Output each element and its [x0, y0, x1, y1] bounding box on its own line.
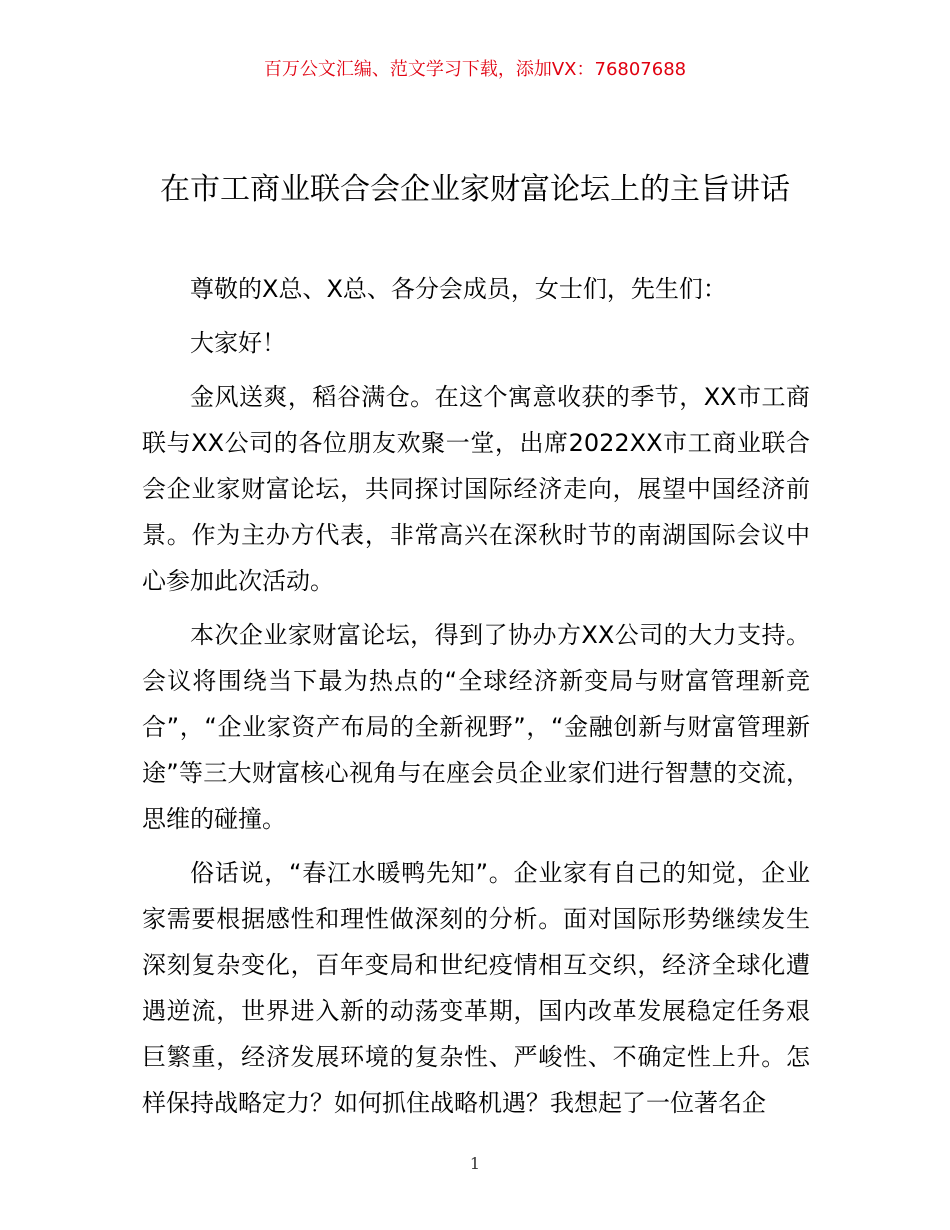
greeting-paragraph: 大家好！: [190, 329, 286, 357]
watermark-banner: 百万公文汇编、范文学习下载，添加VX：76807688: [263, 59, 687, 80]
document-title: 在市工商业联合会企业家财富论坛上的主旨讲话: [160, 172, 790, 207]
page-number: 1: [469, 1154, 481, 1173]
document-body: [142, 266, 810, 1134]
body-paragraph: 本次企业家财富论坛，得到了协办方XX公司的大力支持。会议将围绕当下最为热点的“全球经济新变局与财富管理新竞合”，“企业家资产布局的全新视野”，“金融创新与财富管理新途”等三大财富核心视角与在座会员企业家们进行智慧的交流，思维的碰撞。: [142, 621, 810, 833]
salutation-paragraph: 尊敬的X总、X总、各分会成员，女士们，先生们：: [190, 275, 727, 303]
body-paragraph: 金风送爽，稻谷满仓。在这个寓意收获的季节，XX市工商联与XX公司的各位朋友欢聚一堂，出席2022XX市工商业联合会企业家财富论坛，共同探讨国际经济走向，展望中国经济前景。作为主办方代表，非常高兴在深秋时节的南湖国际会议中心参加此次活动。: [142, 383, 810, 595]
body-paragraph: 俗话说，“春江水暖鸭先知”。企业家有自己的知觉，企业家需要根据感性和理性做深刻的分析。面对国际形势继续发生深刻复杂变化，百年变局和世纪疫情相互交织，经济全球化遭遇逆流，世界进入新的动荡变革期，国内改革发展稳定任务艰巨繁重，经济发展环境的复杂性、严峻性、不确定性上升。怎样保持战略定力？如何抓住战略机遇？我想起了一位著名企: [142, 859, 810, 1117]
